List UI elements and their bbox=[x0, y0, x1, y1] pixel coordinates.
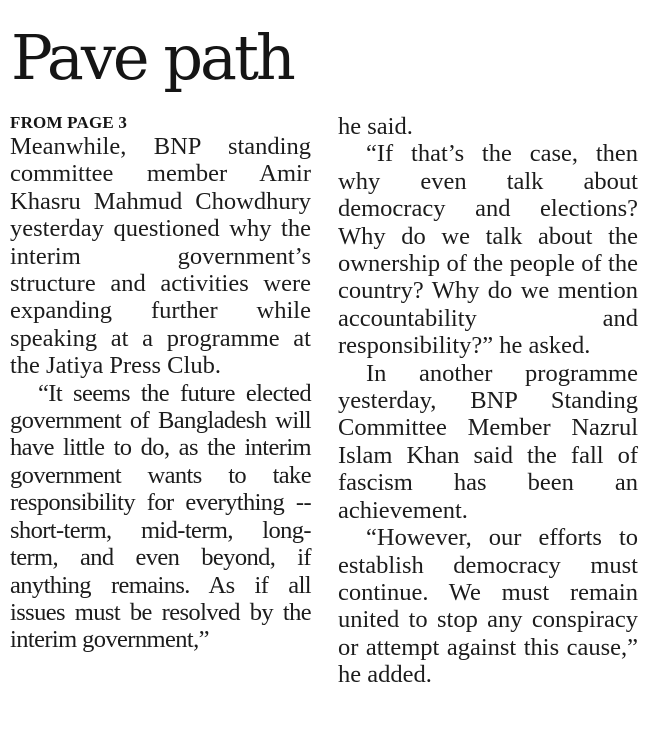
continued-from-label: FROM PAGE 3 bbox=[10, 113, 128, 132]
paragraph: Meanwhile, BNP standing committee member Amir Khasru Mahmud Chowdhury yesterday questioned why the interim government’s structure and activities were expanding further while speaking at a programme at the Jatiya Press Club. bbox=[10, 133, 311, 380]
paragraph: “If that’s the case, then why even talk about democracy and elections? Why do we talk about the ownership of the people of the country? Why do we mention accountability and responsibility?” he asked. bbox=[338, 140, 638, 360]
article-column-left bbox=[10, 113, 311, 654]
paragraph: “It seems the future elected government of Bangladesh will have little to do, as the interim government wants to take responsibility for everything -- short-term, mid-term, long-term, and even beyond, if anything remains. As if all issues must be resolved by the interim government,” bbox=[10, 379, 311, 654]
paragraph: In another programme yesterday, BNP Standing Committee Member Nazrul Islam Khan said the fall of fascism has been an achievement. bbox=[338, 359, 638, 524]
paragraph: he said. bbox=[338, 113, 413, 140]
paragraph: “However, our efforts to establish democracy must continue. We must remain united to stop any conspiracy or attempt against this cause,” he added. bbox=[338, 524, 638, 689]
headline: Pave path bbox=[11, 21, 293, 94]
article-column-right bbox=[338, 113, 638, 689]
